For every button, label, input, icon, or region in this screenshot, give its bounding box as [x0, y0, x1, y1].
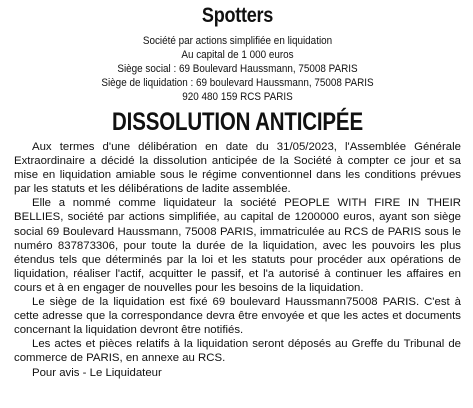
- paragraph-decision: Aux termes d'une délibération en date du 31/05/2023, l'Assemblée Générale Extraordinaire a décidé la dissolution anticipée de la Société à compter ce jour et sa mise en liquidation amiable sous le régime conventionnel dans les conditions prévues par les statuts et les délibérations de ladite assemblée.: [14, 141, 461, 196]
- paragraph-liquidator: Elle a nommé comme liquidateur la société PEOPLE WITH FIRE IN THEIR BELLIES, société par actions simplifiée, au capital de 1200000 euros, ayant son siège social 69 Boulevard Haussmann, 75008 PARIS, immatriculée au RCS de PARIS sous le numéro 837873306, pour toute la durée de la liquidation, avec les pouvoirs les plus étendus tels que déterminés par la loi et les statuts pour procéder aux opérations de liquidation, réaliser l'actif, acquitter le passif, et l'a autorisé à continuer les affaires en cours et à en engager de nouvelles pour les besoins de la liquidation.: [14, 197, 461, 294]
- company-capital: Au capital de 1 000 euros: [181, 49, 294, 61]
- notice-title: DISSOLUTION ANTICIPÉE: [112, 108, 363, 136]
- notice-body: [14, 140, 461, 380]
- paragraph-filing: Les actes et pièces relatifs à la liquidation seront déposés au Greffe du Tribunal de commerce de PARIS, en annexe au RCS.: [14, 338, 461, 365]
- paragraph-signature: Pour avis - Le Liquidateur: [32, 366, 162, 379]
- rcs-number: 920 480 159 RCS PARIS: [182, 91, 293, 103]
- liquidation-office: Siège de liquidation : 69 boulevard Haussmann, 75008 PARIS: [101, 77, 374, 89]
- paragraph-office: Le siège de la liquidation est fixé 69 boulevard Haussmann75008 PARIS. C'est à cette adresse que la correspondance devra être envoyée et que les actes et documents concernant la liquidation devront être notifiés.: [14, 296, 461, 337]
- company-form: Société par actions simplifiée en liquidation: [142, 35, 333, 47]
- registered-office: Siège social : 69 Boulevard Haussmann, 75008 PARIS: [117, 63, 358, 75]
- company-name: Spotters: [201, 4, 274, 27]
